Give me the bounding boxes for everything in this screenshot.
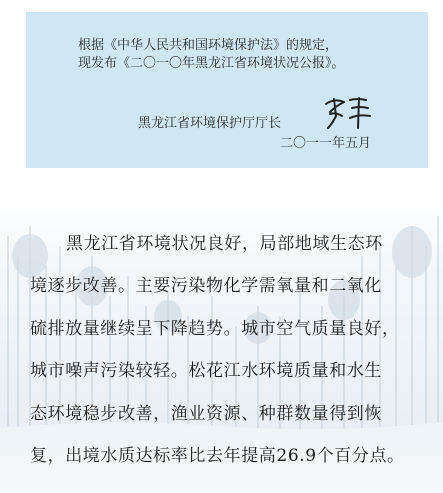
summary-line-5: 态环境稳步改善，渔业资源、种群数量得到恢 xyxy=(30,403,382,424)
signature-icon xyxy=(322,94,374,134)
signatory-title: 黑龙江省环境保护厅厅长 xyxy=(138,116,282,131)
notice-date: 二〇一一年五月 xyxy=(280,136,372,151)
summary-line-6: 复，出境水质达标率比去年提高26.9个百分点。 xyxy=(30,446,405,467)
notice-line-2: 现发布《二〇一〇年黑龙江省环境状况公报》。 xyxy=(78,56,345,71)
summary-line-1: 黑龙江省环境状况良好，局部地域生态环 xyxy=(66,234,383,254)
notice-line-1: 根据《中华人民共和国环境保护法》的规定， xyxy=(78,38,339,53)
summary-line-4: 城市噪声污染较轻。松花江水环境质量和水生 xyxy=(30,361,382,382)
summary-line-2: 境逐步改善。主要污染物化学需氧量和二氧化 xyxy=(30,276,382,297)
notice-box xyxy=(26,12,428,168)
summary-line-3: 硫排放量继续呈下降趋势。城市空气质量良好， xyxy=(30,318,400,339)
environment-summary xyxy=(30,223,442,477)
